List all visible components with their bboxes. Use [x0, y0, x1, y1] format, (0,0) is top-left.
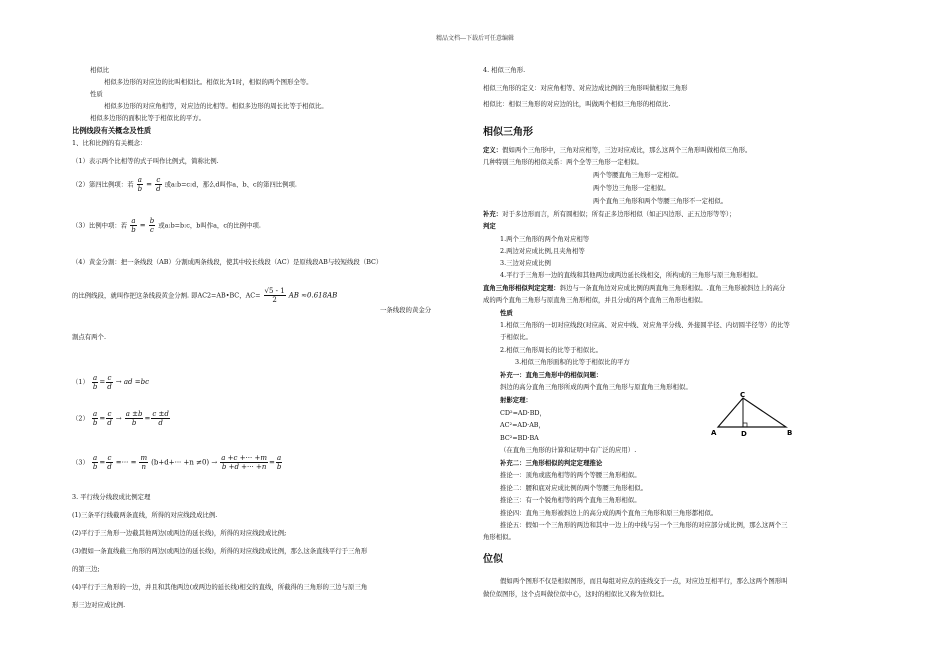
fraction-a-b: $\frac{a}{b}$ — [137, 176, 143, 193]
formula-3: （3） $\frac{a}{b}$ = $\frac{c}{d}$ =··· = $\frac{m}{n}$ (b+d+··· +n ≠0) → $\frac{a +c +\cdot\cdot\cdot +m}{b +d +\cdot\cdot\cdot +n}$ = $\frac{a}{b}$ — [72, 454, 282, 471]
para-3: 3. 平行线分线段成比例定理 — [72, 493, 151, 501]
supplement-1: 斜边的高分直角三角形所成的两个直角三角形与原直角三角形相似。 — [500, 383, 692, 391]
judge-2: 2.两边对应成比例,且夹角相等 — [500, 247, 585, 255]
label-d: D — [741, 430, 747, 438]
shadow-theorem-title: 射影定理： — [500, 396, 532, 404]
section-title: 比例线段有关概念及性质 — [72, 126, 152, 135]
para-1-2-a: （2）第四比例项：若 — [72, 180, 134, 189]
para-3-3-a: (3)假如一条直线截三角形的两边(或两边的延长线)，所得的对应线段成比例，那么这条直线平行于三角形 — [72, 547, 368, 555]
property-1: 1.相似三角形的一切对应线段(对应高、对应中线、对应角平分线、外接圆半径、内切圆半径等）的比等 — [500, 321, 790, 329]
r-line-3: 相似比：相似三角形的对应边的比，叫做两个相似三角形的相似比. — [483, 100, 671, 108]
para-1: 1、比和比例的有关概念： — [72, 139, 147, 147]
para-1-3: （3）比例中项：若 $\frac{a}{b}$ = $\frac{b}{c}$ 或a:b=b:c，b叫作a，c的比例中项. — [72, 217, 261, 234]
heading-homothety: 位似 — [483, 554, 503, 565]
label-c: C — [740, 392, 746, 399]
special-3: 两个等边三角形一定相似。 — [593, 184, 670, 192]
judge-3: 3.三边对应成比例 — [500, 259, 551, 267]
corollary-2: 推论二：腰和底对应成比例的两个等腰三角形相似。 — [500, 484, 647, 492]
label-a: A — [711, 429, 717, 437]
fraction-b-c: $\frac{b}{c}$ — [149, 217, 155, 234]
definition: 定义：假如两个三角形中，三角对应相等，三边对应成比，那么这两个三角形叫做相似三角形。 — [483, 146, 752, 154]
homothety-2: 做位似图形，这个点叫做位似中心，这时的相似比又称为位似比。 — [483, 590, 669, 598]
para-1-4-a: （4）黄金分割：把一条线段（AB）分割成两条线段，使其中较长线段（AC）是原线段AB与较短线段（BC） — [72, 258, 383, 266]
judge-title: 判定 — [483, 222, 496, 230]
sim-ratio-text: 相似多边形的对应边的比叫相似比。相似比为1时，相似的两个图形全等。 — [104, 78, 313, 86]
shadow-4: （在直角三角形的计算和证明中有广泛的应用）. — [500, 446, 637, 454]
right-angle-mark — [743, 423, 747, 427]
supplement-2-title: 补充二：三角形相似的判定定理推论 — [500, 459, 603, 467]
para-3-3-b: 的第三边; — [72, 565, 100, 573]
supplement: 补充：对于多边形而言，所有圆相似；所有正多边形相似（如正四边形、正五边形等等）； — [483, 210, 736, 218]
property-3: 3.相似三角形面积的比等于相似比的平方 — [515, 358, 630, 366]
para-1-3-a: （3）比例中项：若 — [72, 221, 128, 230]
corollary-4: 推论四：直角三角形被斜边上的高分成的两个直角三角形和原三角形都相似。 — [500, 509, 718, 517]
para-1-3-b: 或a:b=b:c，b叫作a，c的比例中项. — [158, 221, 261, 230]
shadow-2: AC²=AD·AB， — [500, 421, 545, 429]
para-3-4-a: (4)平行于三角形的一边，并且和其他两边(或两边的延长线)相交的直线，所截得的三角形的三边与原三角 — [72, 583, 368, 591]
para-1-2: （2）第四比例项：若 $\frac{a}{b}$ = $\frac{c}{d}$ 或a:b=c:d，那么d叫作a、b、c的第四比例项. — [72, 176, 297, 193]
formula-1: （1） $\frac{a}{b}$ = $\frac{c}{d}$ → ad =bc — [72, 373, 150, 391]
sim-ratio-title: 相似比 — [90, 66, 110, 74]
homothety-1: 假如两个图形不仅是相似图形，而且每组对应点的连线交于一点，对应边互相平行，那么这两个图形叫 — [500, 577, 788, 585]
triangle-outline — [718, 398, 786, 427]
page-header: 精品文档---下载后可任意编辑 — [435, 35, 515, 42]
corollary-5-b: 角形相似。 — [483, 533, 515, 541]
right-triangle-diagram — [710, 392, 794, 438]
property-title: 性质 — [500, 309, 513, 317]
heading-similar-triangles: 相似三角形 — [483, 127, 533, 138]
para-3-4-b: 形三边对应成比例. — [72, 601, 126, 609]
label-b: B — [787, 429, 793, 437]
rt-theorem-1: 直角三角形相似判定定理：斜边与一条直角边对应成比例的两直角三角形相似。.直角三角形被斜边上的高分 — [483, 284, 786, 292]
special-2: 两个等腰直角三角形一定相似。 — [593, 171, 683, 179]
special-1: 几种特别三角形的相似关系：两个全等三角形一定相似。 — [483, 158, 643, 166]
r-line-1: 4. 相似三角形. — [483, 66, 526, 74]
shadow-3: BC²=BD·BA — [500, 434, 539, 442]
r-line-2: 相似三角形的定义：对应角相等、对应边成比例的三角形叫做相似三角形 — [483, 84, 688, 92]
fraction-c-d: $\frac{c}{d}$ — [156, 176, 161, 193]
property-2: 2.相似三角形周长的比等于相似比。 — [500, 346, 602, 354]
judge-4: 4.平行于三角形一边的直线和其他两边或两边延长线相交，所构成的三角形与原三角形相似。 — [500, 271, 762, 279]
rt-theorem-2: 成的两个直角三角形与原直角三角形相似，并且分成的两个直角三角形也相似。 — [483, 296, 707, 304]
para-1-2-b: 或a:b=c:d，那么d叫作a、b、c的第四比例项. — [164, 180, 297, 189]
golden-ratio-fraction: $\frac{√5 - 1}{2}$ — [264, 287, 285, 304]
props-text-2: 相似多边形的面积比等于相似比的平方。 — [90, 114, 206, 122]
shadow-1: CD²=AD·BD， — [500, 409, 546, 417]
corollary-5: 推论五：假如一个三角形的两边和其中一边上的中线与另一个三角形的对应部分成比例，那么这两个三 — [500, 521, 788, 529]
para-1-4-c: 一条线段的黄金分 — [380, 306, 432, 314]
para-3-2: (2)平行于三角形一边截其他两边(或两边的延长线)，所得的对应线段成比例; — [72, 529, 287, 537]
para-1-4-b: 的比例线段，就叫作把这条线段黄金分割. 即AC2=AB•BC，AC= $\frac{√5 - 1}{2}$ AB ≈0.618AB — [72, 287, 338, 304]
fraction-a-b: $\frac{a}{b}$ — [131, 217, 136, 234]
props-title: 性质 — [90, 90, 103, 98]
special-4: 两个直角三角形和两个等腰三角形不一定相似。 — [593, 197, 728, 205]
para-1-1: （1）表示两个比相等的式子叫作比例式，简称比例. — [72, 157, 219, 165]
para-1-4-d: 割点有两个. — [72, 333, 106, 341]
judge-1: 1.两个三角形的两个角对应相等 — [500, 235, 590, 243]
supplement-1-title: 补充一：直角三角形中的相似问题： — [500, 371, 603, 379]
corollary-3: 推论三：有一个锐角相等的两个直角三角形相似。 — [500, 496, 641, 504]
property-1-b: 于相似比。 — [500, 333, 532, 341]
corollary-1: 推论一：顶角或底角相等的两个等腰三角形相似。 — [500, 471, 641, 479]
para-3-1: (1)三条平行线截两条直线，所得的对应线段成比例. — [72, 511, 218, 519]
props-text-1: 相似多边形的对应角相等，对应边的比相等。相似多边形的周长比等于相似比。 — [104, 102, 328, 110]
formula-2: （2） $\frac{a}{b}$ = $\frac{c}{d}$ → $\frac{a \pm b}{b}$ = $\frac{c \pm d}{d}$ — [72, 410, 169, 427]
